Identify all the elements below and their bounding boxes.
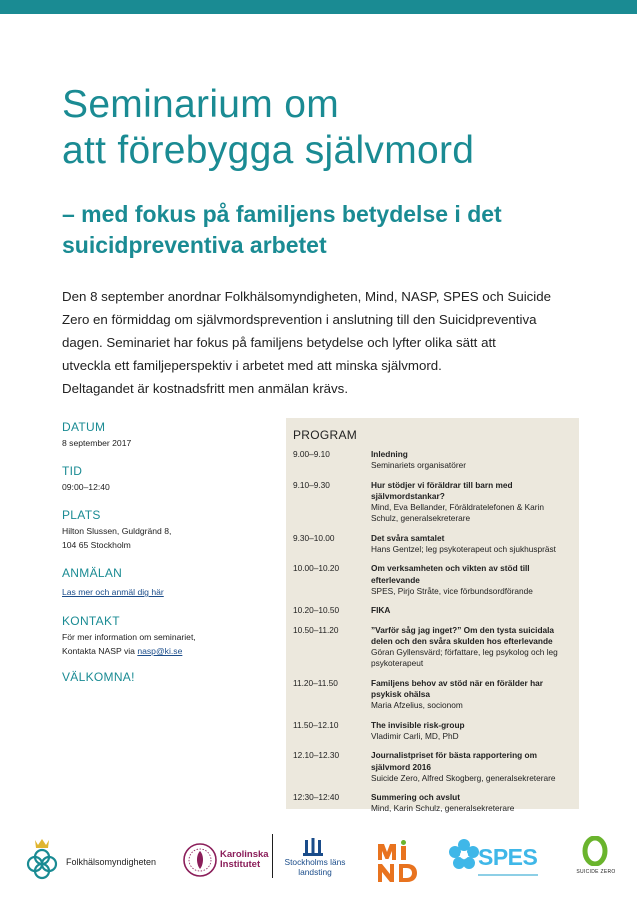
- program-item-desc: Seminariets organisatörer: [371, 460, 466, 471]
- program-item: [293, 563, 571, 597]
- program-item-title: Summering och avslut: [371, 792, 460, 803]
- datum-block: [62, 418, 277, 450]
- program-item-body: [371, 605, 571, 616]
- program-item-title: FIKA: [371, 605, 391, 616]
- program-item-body: [371, 449, 571, 472]
- kontakt-line-2-text: Kontakta NASP via: [62, 646, 135, 656]
- program-item-body: [371, 750, 571, 784]
- program-item: [293, 449, 571, 472]
- sponsor-logos: [0, 830, 637, 890]
- program-item-title: Familjens behov av stöd när en förälder har psykisk ohälsa: [371, 677, 543, 700]
- program-item-title: Hur stödjer vi föräldrar till barn med självmordstankar?: [371, 479, 513, 501]
- suicide-zero-name: SUICIDE ZERO: [576, 869, 616, 875]
- program-item-title: The invisible risk-group: [371, 719, 465, 730]
- program-item: [293, 605, 571, 616]
- sll-name-line-1: Stockholms läns: [284, 857, 346, 867]
- plats-block: [62, 506, 277, 552]
- program-item-time: 9.30–10.00: [293, 532, 335, 543]
- program-item: [293, 750, 571, 784]
- sll-divider: [272, 834, 273, 878]
- title-line-2: att förebygga självmord: [62, 129, 475, 172]
- program-item-title: ”Varför såg jag inget?” Om den tysta suicidala delen och den svåra skulden hos efterlevande: [371, 624, 555, 646]
- program-item: [293, 678, 571, 712]
- sll-name: [280, 858, 350, 877]
- mind-name: [420, 840, 421, 841]
- ki-name-line-1: Karolinska: [220, 849, 269, 860]
- ki-name-line-2: Institutet: [220, 859, 261, 870]
- title-line-1: Seminarium om: [62, 83, 339, 126]
- program-item-time: 12:30–12:40: [293, 792, 340, 803]
- tid-block: [62, 462, 277, 494]
- program-item-time: 11.20–11.50: [293, 677, 338, 688]
- anmalan-heading: ANMÄLAN: [62, 566, 123, 580]
- program-item-body: [371, 720, 571, 743]
- kontakt-line-1: För mer information om seminariet,: [62, 632, 196, 642]
- program-item-desc: Vladimir Carli, MD, PhD: [371, 730, 459, 741]
- program-item-time: 11.50–12.10: [293, 719, 339, 730]
- program-item-time: 10.50–11.20: [293, 624, 339, 635]
- page-title: [62, 82, 622, 174]
- spes-flower-icon: [448, 838, 480, 870]
- folkhalsomyndigheten-logo: [22, 836, 172, 886]
- program-panel: [286, 418, 579, 814]
- intro-line: dagen. Seminariet har fokus på familjens betydelse och lyfter olika sätt att: [62, 335, 496, 350]
- zero-ring-icon: [582, 836, 608, 866]
- subtitle-line-2: suicidpreventiva arbetet: [62, 232, 327, 258]
- kontakt-line-2: [62, 644, 277, 658]
- ki-seal-icon: [182, 842, 218, 878]
- intro-line: Zero en förmiddag om självmordsprevention i anslutning till den Suicidpreventiva: [62, 312, 537, 327]
- mind-logo: [376, 840, 422, 886]
- program-item-time: 9.00–9.10: [293, 449, 330, 459]
- event-info-column: [62, 418, 277, 684]
- sll-logo: [272, 834, 354, 886]
- program-item-time: 9.10–9.30: [293, 479, 330, 490]
- welcome-text: VÄLKOMNA!: [62, 670, 135, 684]
- kontakt-block: [62, 612, 277, 658]
- suicide-zero-logo: [574, 836, 624, 886]
- program-item-body: [371, 625, 571, 670]
- program-item-time: 10.00–10.20: [293, 563, 340, 574]
- intro-paragraph: [62, 285, 582, 400]
- program-item-desc: Suicide Zero, Alfred Skogberg, generalsekreterare: [371, 772, 556, 783]
- program-item-body: [371, 678, 571, 712]
- program-item: [293, 480, 571, 525]
- program-item-title: Journalistpriset för bästa rapportering om självmord 2016: [371, 750, 537, 772]
- datum-value: 8 september 2017: [62, 438, 132, 448]
- program-item-body: [371, 533, 571, 556]
- intro-line: Deltagandet är kostnadsfritt men anmälan krävs.: [62, 381, 349, 396]
- email-link[interactable]: nasp@ki.se: [137, 646, 183, 656]
- spes-logo: [448, 834, 548, 886]
- program-item-title: Inledning: [371, 449, 408, 459]
- program-item: [293, 533, 571, 556]
- karolinska-institutet-logo: [182, 838, 272, 886]
- program-item: [293, 792, 571, 815]
- plats-address-line-2: 104 65 Stockholm: [62, 540, 131, 550]
- program-item-body: [371, 563, 571, 597]
- top-accent-bar: [0, 0, 637, 14]
- program-item: [293, 625, 571, 670]
- tid-value: 09:00–12:40: [62, 482, 110, 492]
- program-item-desc: Mind, Eva Bellander, Föräldratelefonen & Karin Schulz, generalsekreterare: [371, 502, 544, 524]
- program-heading: PROGRAM: [293, 428, 358, 442]
- sll-name-line-2: landsting: [298, 866, 332, 877]
- datum-heading: DATUM: [62, 420, 106, 434]
- program-item-desc: Hans Gentzel; leg psykoterapeut och sjukhuspräst: [371, 544, 556, 555]
- anmalan-block: [62, 564, 277, 600]
- subtitle-line-1: – med fokus på familjens betydelse i det: [62, 201, 502, 227]
- sll-crown-icon: [302, 838, 324, 858]
- program-item-body: [371, 480, 571, 525]
- spes-name: SPES: [478, 844, 538, 870]
- intro-line: utveckla ett familjeperspektiv i arbetet med att minska självmord.: [62, 358, 442, 373]
- program-item-body: [371, 792, 571, 815]
- program-item: [293, 720, 571, 743]
- registration-link[interactable]: Las mer och anmäl dig här: [62, 587, 164, 597]
- program-item-desc: Mind, Karin Schulz, generalsekreterare: [371, 803, 515, 814]
- program-item-desc: Maria Afzelius, socionom: [371, 700, 463, 711]
- mind-wordmark-icon: [376, 840, 420, 884]
- program-item-desc: Göran Gyllensvärd; författare, leg psykolog och leg psykoterapeut: [371, 647, 558, 669]
- program-item-title: Om verksamheten och vikten av stöd till efterlevande: [371, 563, 530, 585]
- crown-emblem-icon: [22, 836, 62, 880]
- tid-heading: TID: [62, 464, 83, 478]
- kontakt-heading: KONTAKT: [62, 614, 120, 628]
- spes-tagline-line: [478, 874, 538, 876]
- page-subtitle: [62, 199, 622, 261]
- program-item-time: 12.10–12.30: [293, 750, 340, 761]
- intro-line: Den 8 september anordnar Folkhälsomyndigheten, Mind, NASP, SPES och Suicide: [62, 289, 552, 304]
- program-item-time: 10.20–10.50: [293, 605, 340, 616]
- program-item-desc: SPES, Pirjo Stråte, vice förbundsordförande: [371, 585, 533, 596]
- folkhalsomyndigheten-name: Folkhälsomyndigheten: [66, 857, 157, 867]
- program-item-title: Det svåra samtalet: [371, 532, 445, 543]
- plats-address-line-1: Hilton Slussen, Guldgränd 8,: [62, 526, 172, 536]
- ki-name: [220, 850, 269, 870]
- plats-heading: PLATS: [62, 508, 101, 522]
